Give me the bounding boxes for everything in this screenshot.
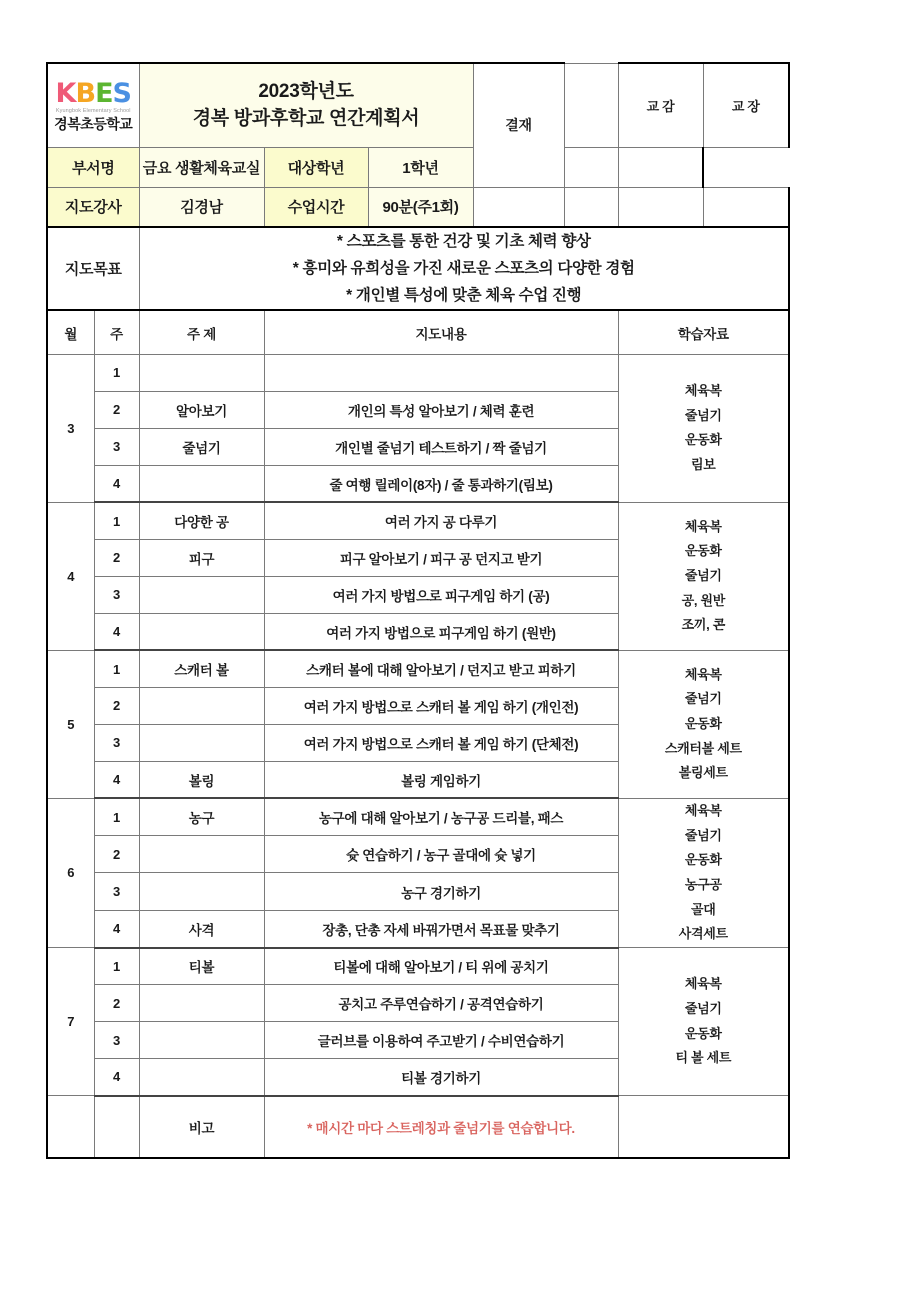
plan-header-row	[47, 310, 789, 354]
content-cell: 공치고 주루연습하기 / 공격연습하기	[264, 985, 618, 1022]
topic-cell	[139, 465, 264, 502]
materials-cell	[618, 502, 789, 650]
material-item: 림보	[691, 457, 716, 473]
week-cell: 2	[94, 687, 139, 724]
school-korean-name: 경복초등학교	[54, 116, 133, 132]
week-cell: 1	[94, 502, 139, 539]
plan-row	[47, 650, 789, 687]
approval-sign-principal[interactable]	[618, 147, 703, 187]
dept-label: 부서명	[47, 147, 139, 187]
info-row-teacher	[47, 187, 789, 227]
teacher-label: 지도강사	[47, 187, 139, 227]
content-cell: 여러 가지 방법으로 피구게임 하기 (공)	[264, 576, 618, 613]
plan-row	[47, 354, 789, 391]
materials-cell	[618, 948, 789, 1096]
material-item: 줄넘기	[684, 691, 722, 707]
material-item: 운동화	[684, 432, 722, 448]
approval-sign-vice-principal[interactable]	[564, 147, 618, 187]
approval-spacer-3	[564, 187, 618, 227]
school-english-name: Kyungbok Elementary School	[55, 107, 131, 114]
content-cell: 슛 연습하기 / 농구 골대에 슛 넣기	[264, 836, 618, 873]
approval-sign-vp-bottom[interactable]	[618, 187, 703, 227]
material-item: 체육복	[684, 518, 722, 534]
plan-row	[47, 502, 789, 539]
week-cell: 3	[94, 428, 139, 465]
goal-item-1: * 스포츠를 통한 건강 및 기초 체력 향상	[336, 233, 591, 250]
approval-sign-p-bottom[interactable]	[703, 187, 789, 227]
week-cell: 4	[94, 910, 139, 947]
approval-column-principal: 교 장	[703, 63, 789, 147]
topic-cell	[139, 613, 264, 650]
week-cell: 1	[94, 650, 139, 687]
week-cell: 2	[94, 836, 139, 873]
time-value: 90분(주1회)	[368, 187, 473, 227]
logo-letter-e: E	[95, 77, 113, 109]
week-cell: 3	[94, 1022, 139, 1059]
approval-label-bottom	[473, 187, 564, 227]
plan-body	[47, 354, 789, 1157]
material-item: 줄넘기	[684, 407, 722, 423]
topic-cell: 볼링	[139, 761, 264, 798]
month-cell: 4	[47, 502, 94, 650]
remark-blank-materials	[618, 1096, 789, 1158]
document-page	[46, 62, 788, 1159]
goals-label: 지도목표	[47, 227, 139, 310]
remark-blank-week	[94, 1096, 139, 1158]
grade-value: 1학년	[368, 147, 473, 187]
material-item: 볼링세트	[678, 765, 728, 781]
remark-row	[47, 1096, 789, 1158]
column-header-materials: 학습자료	[618, 310, 789, 354]
content-cell: 농구에 대해 알아보기 / 농구공 드리블, 패스	[264, 798, 618, 835]
week-cell: 4	[94, 1059, 139, 1096]
document-title	[139, 63, 473, 147]
material-item: 운동화	[684, 852, 722, 868]
topic-cell: 피구	[139, 539, 264, 576]
topic-cell: 알아보기	[139, 391, 264, 428]
approval-spacer	[564, 63, 618, 147]
week-cell: 1	[94, 798, 139, 835]
content-cell: 줄 여행 릴레이(8자) / 줄 통과하기(림보)	[264, 465, 618, 502]
topic-cell	[139, 836, 264, 873]
plan-row	[47, 948, 789, 985]
content-cell: 개인별 줄넘기 테스트하기 / 짝 줄넘기	[264, 428, 618, 465]
content-cell: 글러브를 이용하여 주고받기 / 수비연습하기	[264, 1022, 618, 1059]
plan-row	[47, 798, 789, 835]
remark-label: 비고	[139, 1096, 264, 1158]
content-cell: 농구 경기하기	[264, 873, 618, 910]
content-cell: 스캐터 볼에 대해 알아보기 / 던지고 받고 피하기	[264, 650, 618, 687]
teacher-value: 김경남	[139, 187, 264, 227]
topic-cell	[139, 1059, 264, 1096]
topic-cell: 다양한 공	[139, 502, 264, 539]
topic-cell: 티볼	[139, 948, 264, 985]
remark-text: * 매시간 마다 스트레칭과 줄넘기를 연습합니다.	[264, 1096, 618, 1158]
material-item: 줄넘기	[684, 568, 722, 584]
topic-cell	[139, 724, 264, 761]
materials-cell	[618, 650, 789, 798]
material-item: 운동화	[684, 716, 722, 732]
school-logo	[47, 63, 139, 147]
kbes-acronym	[55, 77, 131, 109]
topic-cell	[139, 354, 264, 391]
column-header-month: 월	[47, 310, 94, 354]
material-item: 골대	[691, 901, 716, 917]
material-item: 체육복	[684, 802, 722, 818]
remark-blank-month	[47, 1096, 94, 1158]
content-cell: 개인의 특성 알아보기 / 체력 훈련	[264, 391, 618, 428]
column-header-week: 주	[94, 310, 139, 354]
approval-column-vice-principal: 교 감	[618, 63, 703, 147]
topic-cell: 스캐터 볼	[139, 650, 264, 687]
topic-cell	[139, 985, 264, 1022]
material-item: 사격세트	[678, 926, 728, 942]
week-cell: 2	[94, 539, 139, 576]
topic-cell: 사격	[139, 910, 264, 947]
material-item: 체육복	[684, 976, 722, 992]
topic-cell	[139, 1022, 264, 1059]
title-main: 경복 방과후학교 연간계획서	[192, 108, 420, 130]
material-item: 줄넘기	[684, 827, 722, 843]
material-item: 공, 원반	[681, 592, 725, 608]
material-item: 조끼, 콘	[681, 617, 725, 633]
grade-label: 대상학년	[264, 147, 368, 187]
week-cell: 3	[94, 576, 139, 613]
content-cell: 여러 가지 공 다루기	[264, 502, 618, 539]
materials-cell	[618, 354, 789, 502]
content-cell: 여러 가지 방법으로 피구게임 하기 (원반)	[264, 613, 618, 650]
goals-row	[47, 227, 789, 310]
material-item: 체육복	[684, 666, 722, 682]
week-cell: 3	[94, 873, 139, 910]
dept-value: 금요 생활체육교실	[139, 147, 264, 187]
content-cell: 장총, 단총 자세 바꿔가면서 목표물 맞추기	[264, 910, 618, 947]
week-cell: 1	[94, 948, 139, 985]
content-cell: 여러 가지 방법으로 스캐터 볼 게임 하기 (개인전)	[264, 687, 618, 724]
material-item: 운동화	[684, 1025, 722, 1041]
approval-label: 결재	[473, 63, 564, 187]
topic-cell	[139, 873, 264, 910]
goal-item-3: * 개인별 특성에 맞춘 체육 수업 진행	[346, 287, 582, 305]
logo-letter-k: K	[55, 77, 76, 109]
content-cell: 티볼 경기하기	[264, 1059, 618, 1096]
material-item: 체육복	[684, 383, 722, 398]
month-cell: 6	[47, 798, 94, 947]
content-cell: 티볼에 대해 알아보기 / 티 위에 공치기	[264, 948, 618, 985]
week-cell: 3	[94, 724, 139, 761]
annual-plan-document	[46, 62, 790, 1159]
goals-content	[139, 227, 789, 310]
month-cell: 5	[47, 650, 94, 798]
column-header-content: 지도내용	[264, 310, 618, 354]
topic-cell	[139, 687, 264, 724]
topic-cell	[139, 576, 264, 613]
content-cell: 피구 알아보기 / 피구 공 던지고 받기	[264, 539, 618, 576]
title-year: 2023학년도	[258, 80, 354, 102]
content-cell: 볼링 게임하기	[264, 761, 618, 798]
week-cell: 4	[94, 613, 139, 650]
material-item: 농구공	[684, 876, 722, 892]
logo-letter-b: B	[75, 77, 96, 109]
week-cell: 2	[94, 985, 139, 1022]
month-cell: 7	[47, 948, 94, 1096]
time-label: 수업시간	[264, 187, 368, 227]
material-item: 티 볼 세트	[675, 1050, 732, 1066]
logo-letter-s: S	[112, 77, 131, 109]
week-cell: 1	[94, 354, 139, 391]
month-cell: 3	[47, 354, 94, 502]
material-item: 스캐터볼 세트	[664, 740, 742, 756]
week-cell: 4	[94, 465, 139, 502]
header-row	[47, 63, 789, 147]
goal-item-2: * 흥미와 유희성을 가진 새로운 스포츠의 다양한 경험	[292, 260, 635, 278]
content-cell	[264, 354, 618, 391]
column-header-topic: 주 제	[139, 310, 264, 354]
content-cell: 여러 가지 방법으로 스캐터 볼 게임 하기 (단체전)	[264, 724, 618, 761]
week-cell: 2	[94, 391, 139, 428]
materials-cell	[618, 798, 789, 947]
topic-cell: 줄넘기	[139, 428, 264, 465]
material-item: 운동화	[684, 543, 722, 559]
material-item: 줄넘기	[684, 1000, 722, 1016]
week-cell: 4	[94, 761, 139, 798]
topic-cell: 농구	[139, 798, 264, 835]
